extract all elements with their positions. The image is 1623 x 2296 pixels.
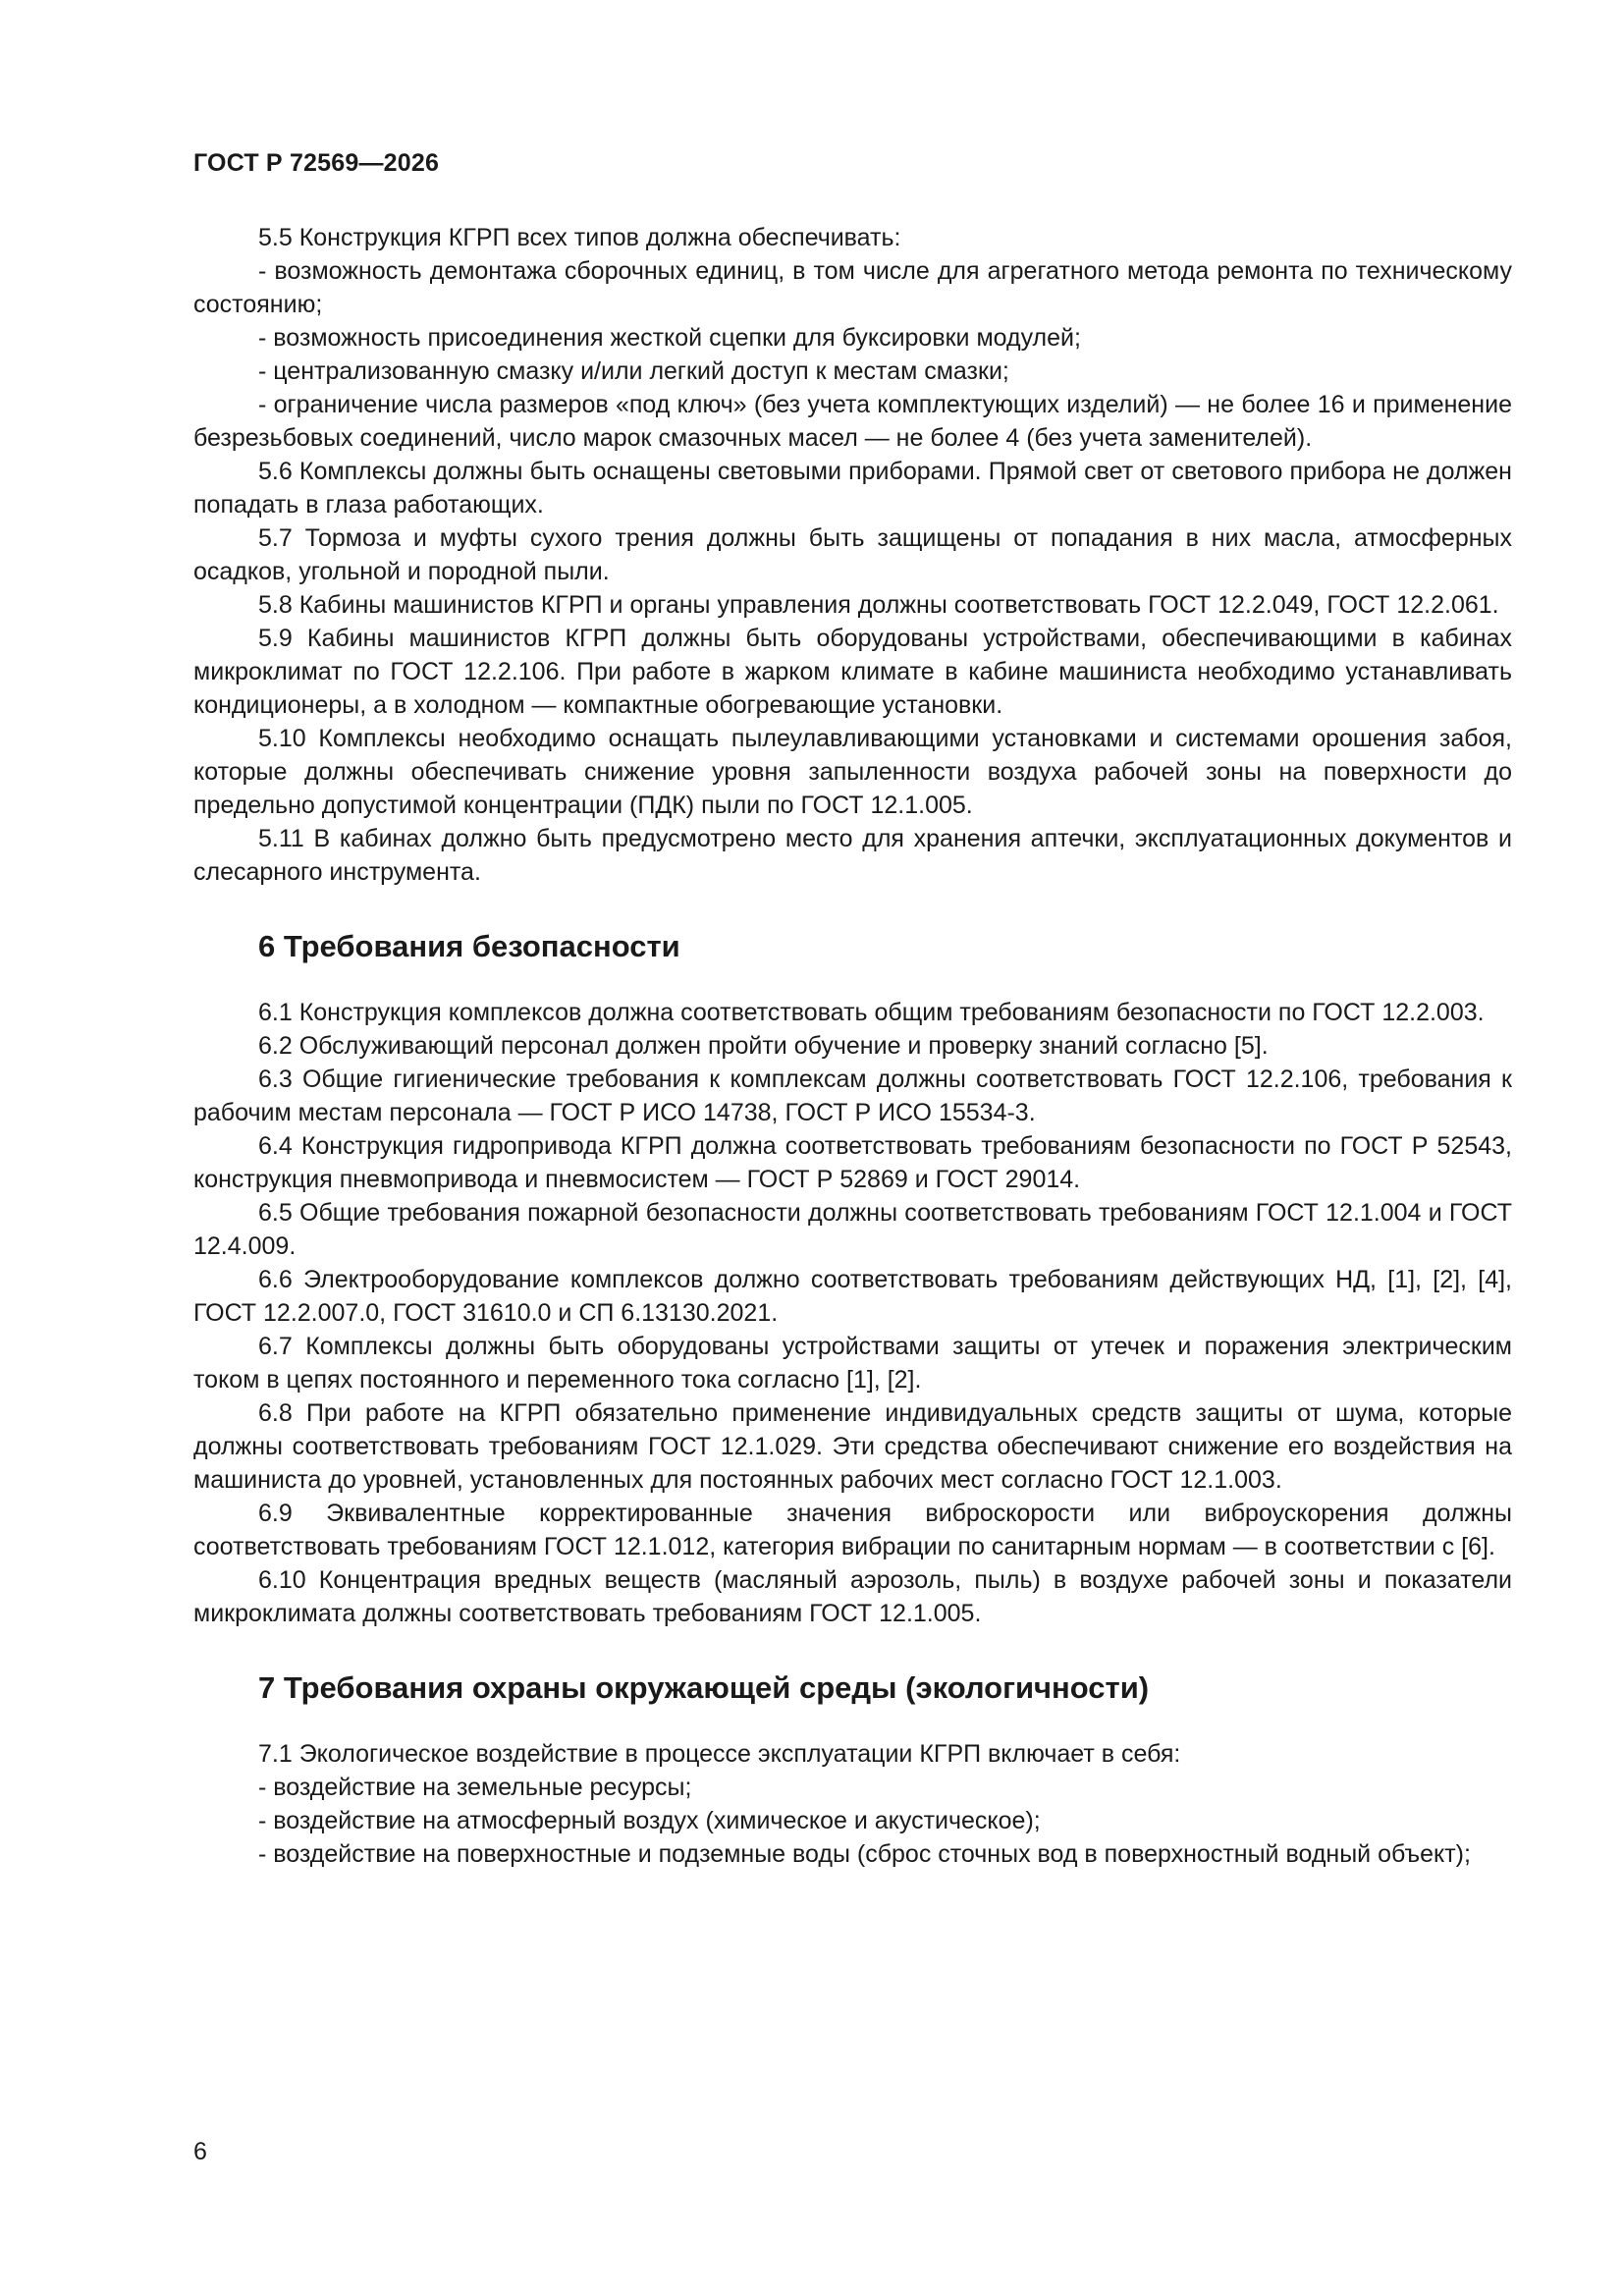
- paragraph: 5.9 Кабины машинистов КГРП должны быть оборудованы устройствами, обеспечивающими в кабинах микроклимат по ГОСТ 12.2.106. При работе в жарком климате в кабине машиниста необходимо устанавливать кондиционеры, а в холодном — компактные обогревающие установки.: [193, 625, 1512, 719]
- paragraph: - возможность присоединения жесткой сцепки для буксировки модулей;: [258, 324, 1081, 352]
- paragraph: 6.3 Общие гигиенические требования к комплексам должны соответствовать ГОСТ 12.2.106, требования к рабочим местам персонала — ГОСТ Р ИСО 14738, ГОСТ Р ИСО 15534-3.: [193, 1066, 1512, 1126]
- paragraph: 6.10 Концентрация вредных веществ (масляный аэрозоль, пыль) в воздухе рабочей зоны и показатели микроклимата должны соответствовать требованиям ГОСТ 12.1.005.: [193, 1566, 1512, 1627]
- paragraph: 6.5 Общие требования пожарной безопасности должны соответствовать требованиям ГОСТ 12.1.004 и ГОСТ 12.4.009.: [193, 1199, 1512, 1260]
- paragraph: 5.11 В кабинах должно быть предусмотрено место для хранения аптечки, эксплуатационных документов и слесарного инструмента.: [193, 825, 1512, 886]
- paragraph: 5.5 Конструкция КГРП всех типов должна обеспечивать:: [258, 224, 901, 251]
- paragraph: - возможность демонтажа сборочных единиц, в том числе для агрегатного метода ремонта по техническому состоянию;: [193, 257, 1512, 318]
- paragraph: 5.10 Комплексы необходимо оснащать пылеулавливающими установками и системами орошения забоя, которые должны обеспечивать снижение уровня запыленности воздуха рабочей зоны на поверхности до предельно допустимой концентрации (ПДК) пыли по ГОСТ 12.1.005.: [193, 725, 1512, 819]
- page-header-title: ГОСТ Р 72569—2026: [193, 149, 440, 177]
- paragraph: 6.4 Конструкция гидропривода КГРП должна соответствовать требованиям безопасности по ГОСТ Р 52543, конструкция пневмопривода и пневмосистем — ГОСТ Р 52869 и ГОСТ 29014.: [193, 1132, 1512, 1193]
- paragraph: 5.8 Кабины машинистов КГРП и органы управления должны соответствовать ГОСТ 12.2.049, ГОСТ 12.2.061.: [258, 591, 1499, 619]
- paragraph: - воздействие на поверхностные и подземные воды (сброс сточных вод в поверхностный водный объект);: [258, 1840, 1471, 1868]
- section-spacer: [193, 1708, 1512, 1737]
- document-body: [193, 221, 1512, 1871]
- paragraph: 6.7 Комплексы должны быть оборудованы устройствами защиты от утечек и поражения электрическим током в цепях постоянного и переменного тока согласно [1], [2].: [193, 1333, 1512, 1394]
- paragraph: 6.1 Конструкция комплексов должна соответствовать общим требованиям безопасности по ГОСТ 12.2.003.: [258, 999, 1485, 1026]
- section-spacer: [193, 1630, 1512, 1668]
- paragraph: 6.2 Обслуживающий персонал должен пройти обучение и проверку знаний согласно [5].: [258, 1032, 1269, 1060]
- paragraph: 6.9 Эквивалентные корректированные значения виброскорости или виброускорения должны соответствовать требованиям ГОСТ 12.1.012, категория вибрации по санитарным нормам — в соответствии с [6].: [193, 1500, 1512, 1560]
- section-spacer: [193, 966, 1512, 996]
- section-spacer: [193, 889, 1512, 927]
- paragraph: - централизованную смазку и/или легкий доступ к местам смазки;: [258, 357, 1009, 385]
- section-heading: 7 Требования охраны окружающей среды (экологичности): [258, 1670, 1150, 1705]
- section-heading: 6 Требования безопасности: [258, 929, 680, 963]
- page-number: 6: [193, 2138, 207, 2165]
- paragraph: - ограничение числа размеров «под ключ» (без учета комплектующих изделий) — не более 16 и применение безрезьбовых соединений, число марок смазочных масел — не более 4 (без учета заменителей).: [193, 391, 1512, 452]
- paragraph: - воздействие на земельные ресурсы;: [258, 1774, 692, 1801]
- paragraph: 6.6 Электрооборудование комплексов должно соответствовать требованиям действующих НД, [1], [2], [4], ГОСТ 12.2.007.0, ГОСТ 31610.0 и СП 6.13130.2021.: [193, 1266, 1512, 1327]
- paragraph: 7.1 Экологическое воздействие в процессе эксплуатации КГРП включает в себя:: [258, 1740, 1181, 1768]
- paragraph: 5.6 Комплексы должны быть оснащены световыми приборами. Прямой свет от светового прибора не должен попадать в глаза работающих.: [193, 458, 1512, 519]
- paragraph: - воздействие на атмосферный воздух (химическое и акустическое);: [258, 1807, 1041, 1834]
- paragraph: 6.8 При работе на КГРП обязательно применение индивидуальных средств защиты от шума, которые должны соответствовать требованиям ГОСТ 12.1.029. Эти средства обеспечивают снижение его воздействия на машиниста до уровней, установленных для постоянных рабочих мест согласно ГОСТ 12.1.003.: [193, 1399, 1512, 1494]
- paragraph: 5.7 Тормоза и муфты сухого трения должны быть защищены от попадания в них масла, атмосферных осадков, угольной и породной пыли.: [193, 524, 1512, 585]
